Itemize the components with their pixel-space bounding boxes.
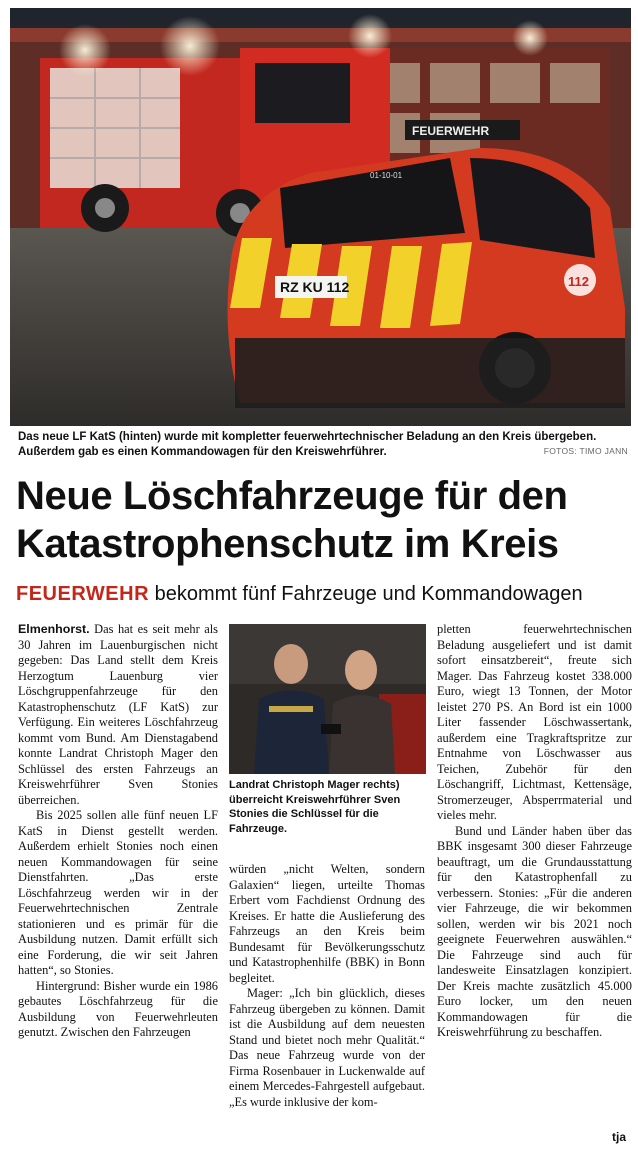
column-1 bbox=[18, 622, 218, 1041]
subhead-text: bekommt fünf Fahrzeuge und Kommandowagen bbox=[149, 583, 583, 605]
paragraph: Bis 2025 sollen alle fünf neuen LF KatS in Dienst gestellt werden. Außerdem erhielt Stonies noch einen neuen Kommandowagen für seine Dienstfahrten. „Das erste Löschfahrzeug werden wir in der Feuerwehrtechnischen Zentrale stationieren und es primär für die Ausbildung nutzen. Damit erfüllt sich eine Forderung, die wir seit Jahren hatten“, so Stonies. bbox=[18, 808, 218, 977]
kicker: FEUERWEHR bbox=[16, 583, 150, 605]
paragraph: Hintergrund: Bisher wurde ein 1986 gebautes Löschfahrzeug für die Ausbildung von Feuerwehrleuten genutzt. Zwischen den Fahrzeugen bbox=[18, 978, 218, 1039]
door-emblem-text: 112 bbox=[568, 274, 589, 289]
inset-caption: Landrat Christoph Mager rechts) überreicht Kreiswehrführer Sven Stonies die Schlüssel für die Fahrzeuge. bbox=[229, 779, 401, 835]
paragraph-text: Das hat es seit mehr als 30 Jahren im Lauenburgischen nicht gegeben: Das Land stellt dem Kreis Herzogtum Lauenburg vier Löschgruppenfahrzeuge für den Katastrophenschutz (LF KatS) zur Verfügung. Ein weiteres Löschfahrzeug kommt vom Bund. Am Dienstagabend konnte Landrat Christoph Mager den Schlüssel des ersten Fahrzeugs an Kreiswehrführer Sven Stonies überreichen. bbox=[18, 622, 218, 807]
inset-photo bbox=[229, 624, 426, 774]
main-photo bbox=[10, 8, 631, 426]
author-signature: tja bbox=[611, 1130, 626, 1144]
photo-credit: FOTOS: TIMO JANN bbox=[543, 446, 628, 456]
headline: Neue Löschfahrzeuge für den Katastrophenschutz im Kreis bbox=[16, 474, 568, 566]
license-plate-text: RZ KU 112 bbox=[280, 279, 350, 295]
paragraph: pletten feuerwehrtechnischen Beladung ausgeliefert und ist damit sofort einsatzbereit“, freute sich Mager. Das Fahrzeug kostet 338.000 Euro, wiegt 13 Tonnen, der Motor leistet 270 PS. An Bord ist ein 1000 Liter fassender Löschwassertank, außerdem eine Tragkraftspritze zur Entnahme von Löschwasser aus Teichen, Zubehör für den Löschangriff, Lichtmast, Kettensäge, Stromerzeuger, Absperrmaterial und vieles mehr. bbox=[437, 622, 632, 822]
paragraph: würden „nicht Welten, sondern Galaxien“ liegen, urteilte Thomas Erbert vom Fachdienst Ordnung des Kreises. Er hatte die Auslieferung des Fahrzeugs an den Kreis beim Bundesamt für Bevölkerungsschutz und Katastrophenhilfe (BBK) in Bonn begleitet. bbox=[229, 862, 425, 985]
photo-caption: Das neue LF KatS (hinten) wurde mit kompletter feuerwehrtechnischer Beladung an den Kreis übergeben. Außerdem gab es einen Kommandowagen für den Kreiswehrführer. bbox=[18, 431, 597, 458]
roof-code-text: 01-10-01 bbox=[370, 171, 403, 180]
paragraph: Bund und Länder haben über das BBK insgesamt 300 dieser Fahrzeuge beauftragt, um die Grundausstattung für den Katastrophenfall zu verbessern. Stonies: „Für die anderen vier Fahrzeuge, die wir bekommen sollen, werden wir bis 2021 noch geeignete Feuerwehren auswählen.“ Die Fahrzeuge sind auch für landesweite Einsatzlagen konzipiert. Der Kreis machte zusätzlich 45.000 Euro locker, um den neuen Kommandowagen für die Kreiswehrführung zu beschaffen. bbox=[437, 823, 632, 1039]
paragraph: Mager: „Ich bin glücklich, dieses Fahrzeug übergeben zu können. Damit ist die Ausbildung auf dem neuesten Stand und bietet noch mehr Qualität.“ Das neue Fahrzeug wurde von der Firma Rosenbauer in Luckenwalde auf einem Mercedes-Fahrgestell aufgebaut. „Es wurde inklusive der kom- bbox=[229, 986, 425, 1109]
dateline: Elmenhorst. bbox=[18, 622, 90, 636]
roof-sign-text: FEUERWEHR bbox=[412, 124, 490, 138]
column-2 bbox=[229, 862, 425, 1110]
paragraph bbox=[18, 622, 218, 808]
subheadline bbox=[16, 583, 583, 606]
column-3 bbox=[437, 622, 632, 1041]
